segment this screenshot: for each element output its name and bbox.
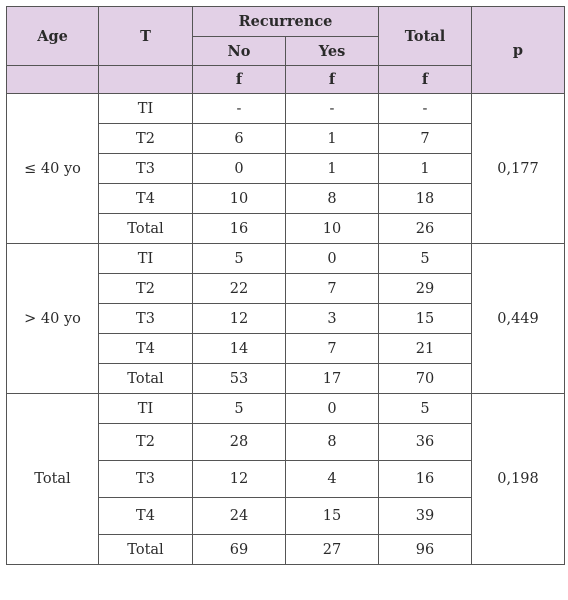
total-cell: 16 — [379, 461, 472, 498]
age-cell: Total — [7, 394, 99, 565]
t-cell: T3 — [99, 154, 193, 184]
header-f-total: f — [379, 66, 472, 94]
t-cell: T3 — [99, 461, 193, 498]
t-cell: Total — [99, 364, 193, 394]
total-cell: 5 — [379, 244, 472, 274]
no-cell: 22 — [193, 274, 286, 304]
t-cell: TI — [99, 244, 193, 274]
total-cell: 70 — [379, 364, 472, 394]
total-cell: 39 — [379, 498, 472, 535]
t-cell: T4 — [99, 498, 193, 535]
t-cell: Total — [99, 214, 193, 244]
yes-cell: 8 — [286, 184, 379, 214]
group-gt40 — [7, 244, 565, 394]
header-f-yes: f — [286, 66, 379, 94]
header-no: No — [193, 37, 286, 66]
table-row — [7, 394, 565, 424]
no-cell: 16 — [193, 214, 286, 244]
table-header — [7, 7, 565, 94]
yes-cell: 8 — [286, 424, 379, 461]
yes-cell: 7 — [286, 274, 379, 304]
t-cell: TI — [99, 94, 193, 124]
header-blank-t — [99, 66, 193, 94]
header-f-no: f — [193, 66, 286, 94]
no-cell: 12 — [193, 304, 286, 334]
no-cell: 14 — [193, 334, 286, 364]
header-total: Total — [379, 7, 472, 66]
total-cell: 21 — [379, 334, 472, 364]
yes-cell: 4 — [286, 461, 379, 498]
t-cell: T2 — [99, 124, 193, 154]
header-recurrence: Recurrence — [193, 7, 379, 37]
no-cell: 5 — [193, 244, 286, 274]
yes-cell: 1 — [286, 154, 379, 184]
total-cell: - — [379, 94, 472, 124]
no-cell: 6 — [193, 124, 286, 154]
group-le40 — [7, 94, 565, 244]
t-cell: TI — [99, 394, 193, 424]
yes-cell: 0 — [286, 244, 379, 274]
header-blank-age — [7, 66, 99, 94]
total-cell: 29 — [379, 274, 472, 304]
total-cell: 7 — [379, 124, 472, 154]
t-cell: T2 — [99, 274, 193, 304]
group-total — [7, 394, 565, 565]
t-cell: T4 — [99, 334, 193, 364]
yes-cell: 1 — [286, 124, 379, 154]
no-cell: 24 — [193, 498, 286, 535]
total-cell: 36 — [379, 424, 472, 461]
t-cell: T2 — [99, 424, 193, 461]
yes-cell: 10 — [286, 214, 379, 244]
total-cell: 18 — [379, 184, 472, 214]
no-cell: 12 — [193, 461, 286, 498]
t-cell: Total — [99, 535, 193, 565]
t-cell: T3 — [99, 304, 193, 334]
yes-cell: - — [286, 94, 379, 124]
age-cell: > 40 yo — [7, 244, 99, 394]
p-value-cell: 0,198 — [472, 394, 565, 565]
total-cell: 15 — [379, 304, 472, 334]
age-cell: ≤ 40 yo — [7, 94, 99, 244]
t-cell: T4 — [99, 184, 193, 214]
no-cell: - — [193, 94, 286, 124]
no-cell: 5 — [193, 394, 286, 424]
total-cell: 5 — [379, 394, 472, 424]
no-cell: 0 — [193, 154, 286, 184]
p-value-cell: 0,449 — [472, 244, 565, 394]
table-row — [7, 244, 565, 274]
p-value-cell: 0,177 — [472, 94, 565, 244]
yes-cell: 17 — [286, 364, 379, 394]
no-cell: 69 — [193, 535, 286, 565]
yes-cell: 3 — [286, 304, 379, 334]
recurrence-table — [6, 6, 565, 565]
no-cell: 28 — [193, 424, 286, 461]
header-p: p — [472, 7, 565, 94]
header-t: T — [99, 7, 193, 66]
no-cell: 10 — [193, 184, 286, 214]
yes-cell: 7 — [286, 334, 379, 364]
total-cell: 26 — [379, 214, 472, 244]
total-cell: 96 — [379, 535, 472, 565]
total-cell: 1 — [379, 154, 472, 184]
yes-cell: 0 — [286, 394, 379, 424]
table-row — [7, 94, 565, 124]
yes-cell: 15 — [286, 498, 379, 535]
header-yes: Yes — [286, 37, 379, 66]
header-age: Age — [7, 7, 99, 66]
no-cell: 53 — [193, 364, 286, 394]
yes-cell: 27 — [286, 535, 379, 565]
